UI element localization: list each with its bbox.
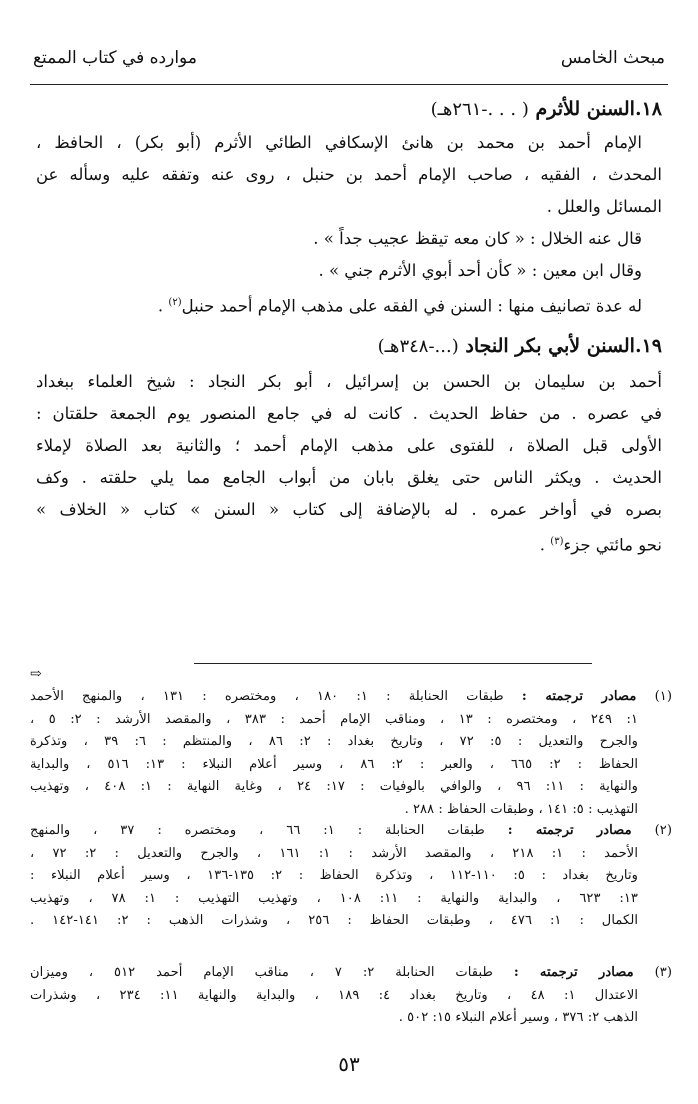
footnote-line: الحفاظ : ٢: ٦٦٥ ، والعبر : ٢: ٨٦ ، وسير أعلام النبلاء : ١٣: ٥١٦ ، والبداية bbox=[30, 756, 638, 772]
entry-19-dates: (...-٣٤٨هـ) bbox=[377, 336, 459, 357]
footnote-line: ١: ٢٤٩ ، ومختصره : ١٣ ، ومناقب الإمام أحمد : ٣٨٣ ، والمقصد الأرشد : ٢: ٥ ، bbox=[30, 711, 639, 727]
footnote-text: طبقات الحنابلة : ١: ٦٦ ، ومختصره : ٣٧ ، والمنهج bbox=[30, 823, 485, 838]
footnote-2 bbox=[30, 820, 672, 933]
entry-18-works bbox=[36, 287, 662, 323]
entry-19-title-text: ١٩.السنن لأبي بكر النجاد bbox=[465, 335, 662, 357]
entry-18-works-text: له عدة تصانيف منها : السنن في الفقه على مذهب الإمام أحمد حنبل bbox=[181, 296, 642, 316]
entry-19-last-text: نحو مائتي جزء bbox=[563, 535, 662, 555]
footnote-line bbox=[30, 820, 672, 843]
entry-18-title bbox=[36, 94, 662, 125]
footnote-number: (٢) bbox=[654, 823, 672, 838]
footnote-text: طبقات الحنابلة ٢: ٧ ، مناقب الإمام أحمد ٥١٢ ، وميزان bbox=[30, 965, 493, 980]
header-book-title: موارده في كتاب الممتع bbox=[33, 48, 197, 68]
page-number: ٥٣ bbox=[338, 1052, 360, 1076]
footnote-ref-3[interactable]: (٣) bbox=[550, 536, 564, 547]
entry-19-last-line bbox=[36, 526, 662, 562]
footnote-label: مصادر ترجمته : bbox=[513, 965, 634, 980]
entry-19-line: الحديث . ويكثر الناس حتى يغلق بابان من أبواب الجامع مما يلي حلقته . وكف bbox=[36, 468, 662, 487]
entry-19 bbox=[36, 331, 662, 562]
entry-18-works-end: . bbox=[157, 296, 169, 316]
header-chapter: مبحث الخامس bbox=[560, 48, 665, 68]
footnote-3 bbox=[30, 962, 672, 1030]
entry-19-line: أحمد بن سليمان بن الحسن بن إسرائيل ، أبو بكر النجاد : شيخ العلماء ببغداد bbox=[36, 372, 662, 391]
entry-19-line: في عصره . من حفاظ الحديث . كانت له في جامع المنصور يوم الجمعة حلقتان : bbox=[36, 404, 662, 423]
footnote-line: وتاريخ بغداد : ٥: ١١٠-١١٢ ، وتذكرة الحفاظ : ٢: ١٣٥-١٣٦ ، وسير أعلام النبلاء : bbox=[30, 868, 638, 883]
entry-18-quote-ibn-maeen: وقال ابن معين : « كأن أحد أبوي الأثرم جني » . bbox=[318, 261, 642, 280]
footnote-line bbox=[30, 686, 672, 709]
entry-19-line: الأولى قبل الصلاة ، للفتوى على مذهب الإمام أحمد ؛ والثانية بعد الصلاة لإملاء bbox=[36, 436, 662, 455]
entry-18-line: الإمام أحمد بن محمد بن هانئ الإسكافي الطائي الأثرم (أبو بكر) ، الحافظ ، bbox=[36, 133, 642, 152]
entry-18-dates: ( . . .-٢٦١هـ) bbox=[430, 99, 529, 120]
footnote-line: والنهاية : ١١: ٩٦ ، والوافي بالوفيات : ١٧: ٢٤ ، وغاية النهاية : ١: ٤٠٨ ، وتهذيب bbox=[30, 779, 639, 794]
footnote-label: مصادر ترجمته : bbox=[521, 689, 637, 704]
entry-18-title-text: ١٨.السنن للأثرم bbox=[535, 98, 662, 120]
continue-arrow-icon: ⇨ bbox=[30, 666, 42, 682]
header-divider bbox=[30, 84, 668, 85]
footnote-line: التهذيب : ٥: ١٤١ ، وطبقات الحفاظ : ٢٨٨ . bbox=[404, 801, 638, 817]
footnote-line: الذهب ٢: ٣٧٦ ، وسير أعلام النبلاء ١٥: ٥٠٢ . bbox=[398, 1010, 638, 1025]
entry-19-line: بصره في أواخر عمره . له بالإضافة إلى كتاب « السنن » كتاب « الخلاف » bbox=[36, 500, 662, 519]
entry-18 bbox=[36, 94, 662, 323]
footnote-line: ١٣: ٦٢٣ ، والبداية والنهاية : ١١: ١٠٨ ، وتهذيب التهذيب : ١: ٧٨ ، وتهذيب bbox=[30, 890, 638, 906]
footnote-line: الاعتدال ١: ٤٨ ، وتاريخ بغداد ٤: ١٨٩ ، والبداية والنهاية ١١: ٢٣٤ ، وشذرات bbox=[30, 987, 638, 1003]
footnote-number: (١) bbox=[654, 689, 672, 704]
running-header bbox=[33, 48, 665, 76]
entry-19-last-end: . bbox=[539, 535, 551, 555]
entry-18-quote-khallal: قال عنه الخلال : « كان معه تيقظ عجيب جداً » . bbox=[313, 229, 642, 248]
footnote-divider bbox=[194, 663, 592, 664]
footnote-line: والجرح والتعديل : ٥: ٧٢ ، وتاريخ بغداد : ٢: ٨٦ ، والمنتظم : ٦: ٣٩ ، وتذكرة bbox=[30, 734, 639, 749]
footnote-line: الكمال : ١: ٤٧٦ ، وطبقات الحفاظ : ٢٥٦ ، وشذرات الذهب : ٢: ١٤١-١٤٢ . bbox=[30, 913, 638, 928]
entry-18-line: المحدث ، الفقيه ، صاحب الإمام أحمد بن حنبل ، روى عنه وتفقه عليه وسأله عن bbox=[36, 165, 662, 184]
footnote-line: الأحمد : ١: ٢١٨ ، والمقصد الأرشد : ١: ١٦١ ، والجرح والتعديل : ٢: ٧٢ ، bbox=[30, 845, 638, 861]
footnote-number: (٣) bbox=[654, 965, 672, 980]
footnote-line bbox=[30, 962, 672, 985]
entry-18-line: المسائل والعلل . bbox=[546, 197, 662, 216]
entry-19-title bbox=[36, 331, 662, 362]
footnote-label: مصادر ترجمته : bbox=[507, 823, 632, 838]
footnote-ref-2[interactable]: (٢) bbox=[168, 297, 182, 308]
footnote-1 bbox=[30, 686, 672, 821]
footnote-text: طبقات الحنابلة : ١: ١٨٠ ، ومختصره : ١٣١ ، والمنهج الأحمد bbox=[30, 689, 504, 704]
